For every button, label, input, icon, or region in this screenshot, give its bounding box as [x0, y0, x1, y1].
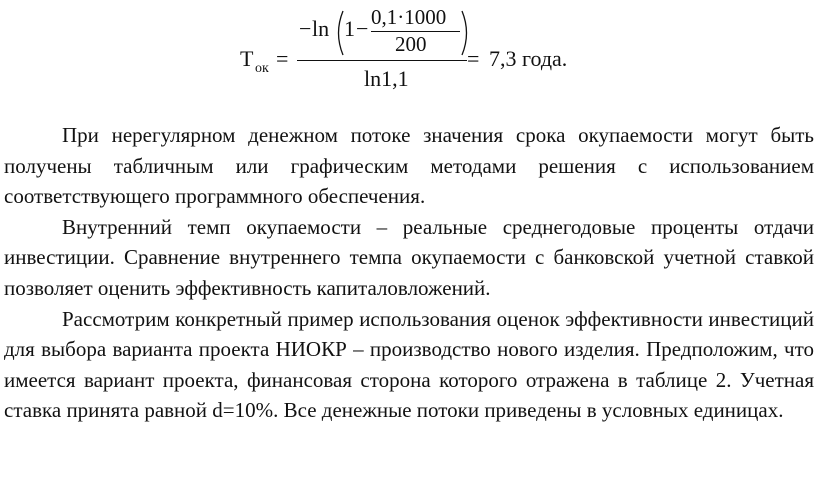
paragraph-example: Рассмотрим конкретный пример использования оценок эффективности инвестиций для выбора варианта проекта НИОКР – производство нового изделия. Предположим, что имеется вариант проекта, финансовая сторона которого отражена в таблице 2. Учетная ставка принята равной d=10%. Все денежные потоки приведены в условных единицах.: [4, 306, 814, 423]
paragraph-irregular-cash-flow: При нерегулярном денежном потоке значения срока окупаемости могут быть получены табличным или графическим методами решения с использованием соответствующего программного обеспечения.: [4, 123, 814, 209]
body-text: [4, 120, 814, 426]
formula-denominator: ln1,1: [364, 66, 409, 91]
formula-inner-denominator: 200: [395, 32, 427, 56]
formula-inner-numerator: 0,1·1000: [371, 5, 447, 29]
formula-inner-minus: −: [356, 16, 369, 41]
formula-equals-sign: =: [276, 46, 289, 71]
formula-lhs: T: [240, 46, 254, 71]
paragraph-internal-rate: Внутренний темп окупаемости – реальные среднегодовые проценты отдачи инвестиции. Сравнение внутреннего темпа окупаемости с банковской учетной ставкой позволяет оценить эффективность капиталовложений.: [4, 214, 814, 300]
payback-period-formula: [240, 4, 600, 96]
formula-main-fraction-bar: [297, 60, 467, 61]
formula-equals-sign-2: =: [467, 46, 480, 71]
formula-one: 1: [344, 16, 355, 41]
formula-result: 7,3 года.: [489, 46, 568, 71]
formula-ln: ln: [312, 16, 330, 41]
formula-minus-sign: −: [299, 16, 312, 41]
formula-lhs-subscript: ок: [255, 61, 269, 76]
